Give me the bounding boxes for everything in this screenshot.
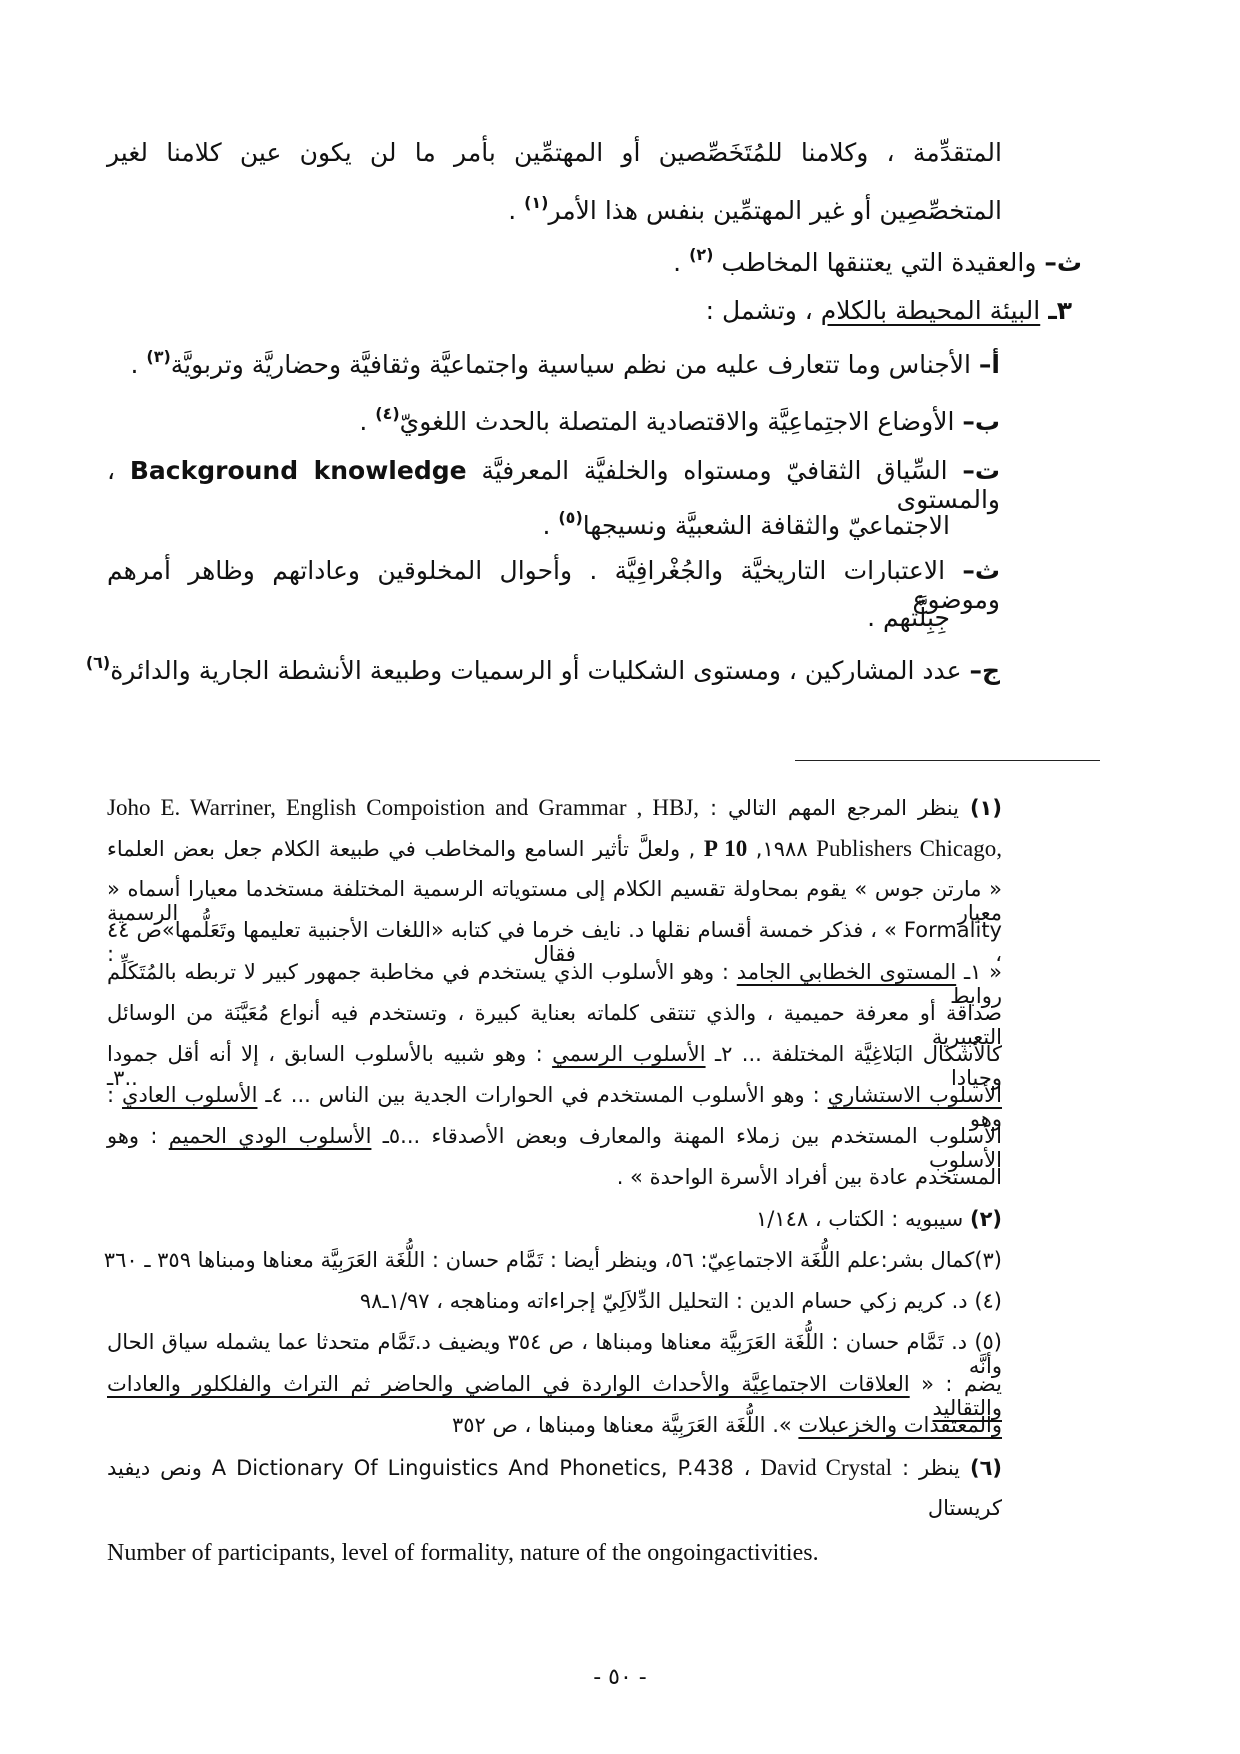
formality-term: Formality (903, 918, 1002, 942)
year: ١٩٨٨, (755, 837, 808, 861)
body-text: المتخصِّصِين أو غير المهتمِّين بنفس هذا الأمر (548, 196, 1002, 225)
underlined-quote: والمعتقدات والخزعبلات (798, 1413, 1002, 1437)
section-number: ٣ـ (1048, 296, 1072, 325)
underlined-term: الأسلوب الودي الحميم (168, 1124, 372, 1148)
separator: ، (743, 1456, 751, 1480)
list-item-jim (86, 653, 1000, 685)
item-label: أ– (978, 350, 1000, 379)
page-number: - ٥٠ - (593, 1665, 647, 1690)
footnote-text: ينظر المرجع المهم التالي : (710, 796, 959, 820)
footnote-number: (٥) (974, 1330, 1002, 1354)
section-3-heading (706, 296, 1072, 325)
underlined-term: المستوى الخطابي الجامد (736, 960, 957, 984)
footnote-text: : وهو شبيه بالأسلوب السابق ، إلا أنه أقل جمودا وحيادا ..٣ـ (107, 1042, 1002, 1090)
footnote-text: الأسلوب المستخدم بين زملاء المهنة والمعارف وبعض الأصدقاء ...٥ـ (382, 1124, 1002, 1148)
footnote-ref-4: (٤) (375, 404, 400, 423)
underlined-quote: العلاقات الاجتماعِيَّة والأحداث الواردة في الماضي والحاضر ثم التراث والفلكلور والعادات والتقاليد (107, 1372, 1002, 1420)
list-item-ta-line2 (542, 508, 950, 540)
list-item-tha2-line2: جِبِلَّتهم . (867, 603, 950, 632)
footnote-text: سيبويه : الكتاب ، ١/١٤٨ (755, 1207, 964, 1231)
underlined-term: الأسلوب الاستشاري (827, 1083, 1002, 1107)
footnote-ref-2: (٢) (689, 245, 714, 264)
reference-title: Joho E. Warriner, English Compoistion and Grammar , HBJ, (107, 795, 700, 820)
item-label: ت– (962, 456, 1001, 485)
page-ref: P 10 (703, 836, 748, 861)
footnote-text: يضم : « (921, 1372, 1002, 1396)
footnote-divider (795, 760, 1100, 761)
footnote-ref-5: (٥) (558, 508, 583, 527)
footnote-1-line-3: « مارتن جوس » يقوم بمحاولة تقسيم الكلام إلى مستوياته الرسمية المختلفة مستخدما معيارا أسماه « معيار الرسمية (107, 877, 1002, 925)
period: . (359, 407, 376, 436)
footnote-2 (756, 1207, 1002, 1231)
item-text: السِّياق الثقافيّ ومستواه والخلفيَّة المعرفيَّة (481, 456, 948, 485)
english-quote: Number of participants, level of formality, nature of the ongoingactivities. (107, 1540, 819, 1566)
item-text: الأجناس وما تتعارف عليه من نظم سياسية واجتماعيَّة وثقافيَّة وحضاريَّة وتربويَّة (170, 350, 971, 379)
footnote-3 (104, 1248, 1002, 1272)
footnote-text: , ولعلَّ تأثير السامع والمخاطب في طبيعة الكلام جعل بعض العلماء (107, 837, 696, 861)
footnote-1-line-10: المستخدم عادة بين أفراد الأسرة الواحدة » . (616, 1165, 1002, 1189)
item-label: ث– (1044, 248, 1082, 277)
footnote-text: « ١ـ (963, 960, 1002, 984)
footnote-text: : وهو الأسلوب المستخدم في الحوارات الجدية بين الناس ... ٤ـ (265, 1083, 820, 1107)
item-label: ث– (962, 556, 1000, 585)
footnote-number: (٣) (974, 1248, 1002, 1272)
item-label: ج– (969, 656, 1000, 685)
footnote-text: ينظر : (902, 1456, 961, 1480)
underlined-term: الأسلوب العادي (122, 1083, 258, 1107)
footnote-text: : وهو الأسلوب (107, 1124, 1002, 1172)
item-tha-line (673, 245, 1082, 277)
footnote-6-line-2: كريستال (927, 1496, 1002, 1520)
footnote-text: د. كريم زكي حسام الدين : التحليل الدِّلاَلِيّ إجراءاته ومناهجه ، ١/٩٧ـ٩٨ (359, 1289, 968, 1313)
section-title: البيئة المحيطة بالكلام (820, 296, 1041, 325)
footnote-text: كمال بشر:علم اللُّغَة الاجتماعِيّ: ٥٦، وينظر أيضا : تَمَّام حسان : اللُّغَة العَرَبِيَّة معناها ومبناها ٣٥٩ ـ ٣٦٠ (103, 1248, 975, 1272)
period: . (542, 511, 559, 540)
footnote-1-line-6: صداقة أو معرفة حميمية ، والذي تنتقى كلماته بعناية كبيرة ، وتستخدم فيه أنواع مُعَيَّنَة من الوسائل التعبيرية (107, 1001, 1002, 1049)
item-text: والعقيدة التي يعتنقها المخاطب (721, 248, 1037, 277)
footnote-ref-1: (١) (524, 193, 549, 212)
footnote-text: : وهو الأسلوب الذي يستخدم في مخاطبة جمهور كبير لا تربطه بالمُتَكَلِّم روابط (107, 960, 1002, 1008)
underlined-term: الأسلوب الرسمي (552, 1042, 706, 1066)
item-text: الأوضاع الاجتِماعِيَّة والاقتصادية المتصلة بالحدث اللغويّ (399, 407, 955, 436)
item-text-after: ، والمستوى (107, 456, 1000, 514)
footnote-number: (٤) (974, 1289, 1002, 1313)
period: . (508, 196, 525, 225)
footnote-1-line-2 (107, 836, 1002, 862)
footnote-text: ونص ديفيد (107, 1456, 202, 1480)
item-text: عدد المشاركين ، ومستوى الشكليات أو الرسميات وطبيعة الأنشطة الجارية والدائرة (110, 656, 962, 685)
footnote-5-line-3 (452, 1413, 1002, 1437)
footnote-text: ». اللُّغَة العَرَبِيَّة معناها ومبناها ، ص ٣٥٢ (451, 1413, 792, 1437)
period: . (130, 350, 147, 379)
footnote-number: (٦) (969, 1456, 1003, 1480)
footnote-ref-3: (٣) (146, 347, 171, 366)
period: . (673, 248, 690, 277)
list-item-ta (107, 456, 1000, 514)
reference-title: A Dictionary Of Linguistics And Phonetics, P.438 (211, 1456, 734, 1480)
list-item-tha2 (107, 556, 1000, 614)
publisher: Publishers Chicago, (816, 836, 1003, 861)
author-name: David Crystal (760, 1455, 893, 1480)
footnote-1-line-1 (107, 795, 1002, 821)
item-text: الاعتبارات التاريخيَّة والجُغْرافِيَّة . وأحوال المخلوقين وعاداتهم وظاهر أمرهم وموضوع (107, 556, 1000, 614)
body-line-1: المتقدِّمة ، وكلامنا للمُتَخَصِّصين أو المهتمِّين بأمر ما لن يكون عين كلامنا لغير (107, 138, 1002, 167)
item-text: الاجتماعيّ والثقافة الشعبيَّة ونسيجها (582, 511, 950, 540)
footnote-text: » ، فذكر خمسة أقسام نقلها د. نايف خرما في كتابه «اللغات الأجنبية تعليمها وتَعَلُّمها»ص ٤٤ ، فقال : (107, 918, 1002, 966)
footnote-ref-6: (٦) (85, 653, 111, 672)
list-item-alef (130, 347, 1000, 379)
item-label: ب– (962, 407, 1000, 436)
footnote-number: (٢) (969, 1207, 1002, 1231)
english-term: Background knowledge (129, 456, 467, 485)
footnote-5-line-1 (107, 1330, 1002, 1378)
footnote-number: (١) (969, 796, 1002, 820)
footnote-1-line-4 (107, 918, 1002, 966)
body-line-2 (508, 193, 1002, 225)
list-item-ba (359, 404, 1000, 436)
footnote-6-line-1 (107, 1455, 1002, 1481)
section-rest: ، وتشمل : (705, 296, 813, 325)
footnote-text: كالأشكال البَلاغِيَّة المختلفة ... ٢ـ (714, 1042, 1002, 1066)
footnote-text: د. تَمَّام حسان : اللُّغَة العَرَبِيَّة معناها ومبناها ، ص ٣٥٤ ويضيف د.تَمَّام متحدثا عما يشمله سياق الحال وأنَّه (107, 1330, 1002, 1378)
footnote-4 (360, 1289, 1002, 1313)
footnote-text: : وهو (107, 1083, 1002, 1131)
